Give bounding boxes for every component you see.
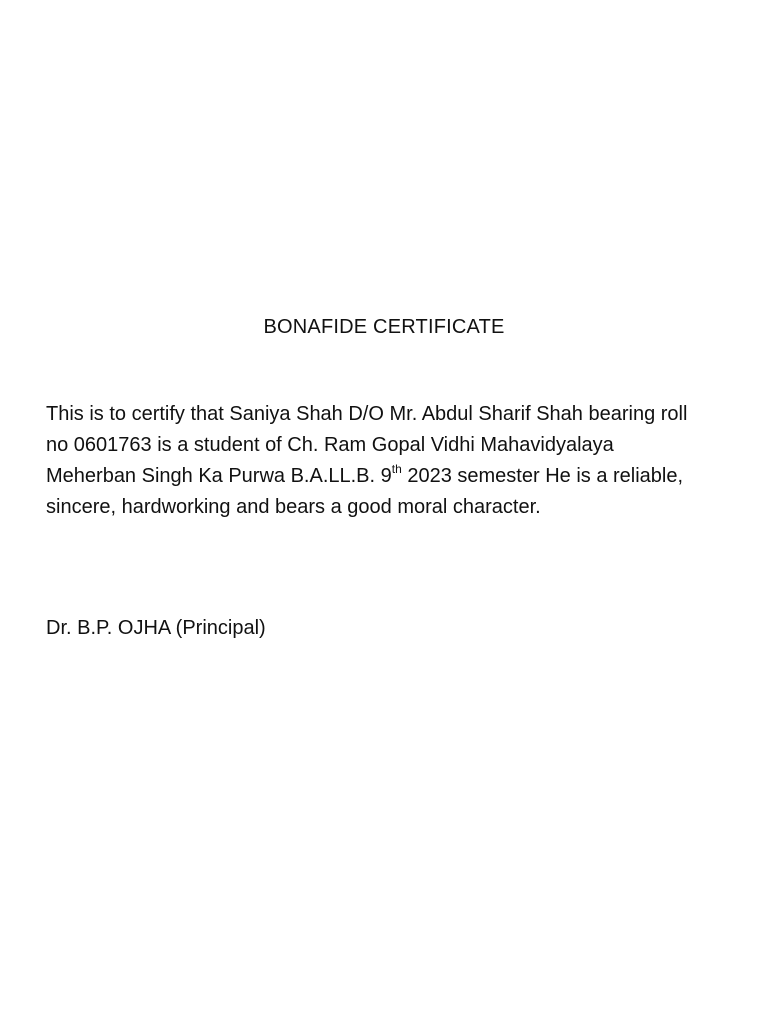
- ordinal-superscript: th: [391, 462, 402, 476]
- certificate-body: [46, 399, 736, 523]
- principal-signature-line: Dr. B.P. OJHA (Principal): [46, 617, 266, 639]
- certificate-title: BONAFIDE CERTIFICATE: [263, 316, 505, 338]
- body-line-3-end: 2023 semester He is a reliable,: [401, 465, 684, 487]
- body-line-1: This is to certify that Saniya Shah D/O Mr. Abdul Sharif Shah bearing roll: [46, 403, 688, 425]
- body-line-3-start: Meherban Singh Ka Purwa B.A.LL.B. 9: [46, 465, 392, 487]
- body-line-3: [46, 461, 736, 492]
- body-line-2: no 0601763 is a student of Ch. Ram Gopal Vidhi Mahavidyalaya: [46, 434, 614, 456]
- body-line-4: sincere, hardworking and bears a good moral character.: [46, 496, 541, 518]
